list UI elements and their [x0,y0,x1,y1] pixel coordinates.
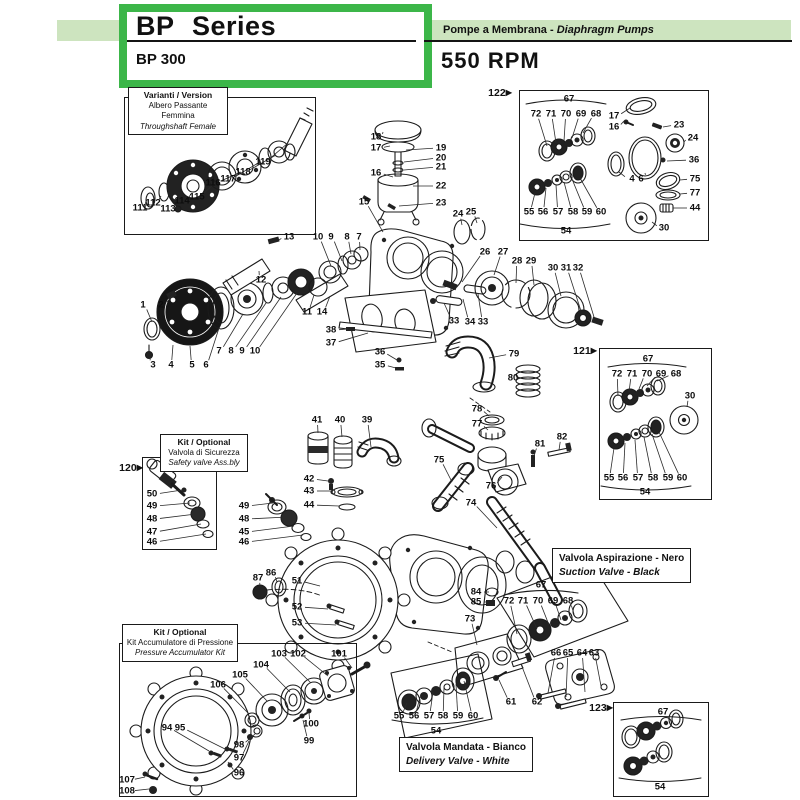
part-callout-12: 12 [255,274,267,286]
part-callout-20: 20 [435,152,447,164]
part-callout-69: 69 [655,368,667,380]
part-callout-44: 44 [303,499,315,511]
part-callout-37: 37 [325,337,337,349]
ref-number: 122 [488,87,506,99]
part-callout-54: 54 [639,486,651,498]
part-callout-99: 99 [303,735,315,747]
part-callout-24: 24 [687,132,699,144]
part-callout-1: 1 [140,299,146,311]
part-callout-108: 108 [119,785,135,797]
part-callout-53: 53 [291,617,303,629]
part-callout-57: 57 [632,472,644,484]
part-callout-8: 8 [228,345,234,357]
part-callout-67: 67 [657,706,669,718]
part-callout-9: 9 [328,231,334,243]
part-callout-11: 11 [301,306,313,318]
part-callout-94: 94 [161,722,173,734]
part-callout-29: 29 [525,255,537,267]
subtitle-italian: Pompe a Membrana [443,24,547,36]
delivery-line-it: Valvola Mandata - Bianco [406,742,527,753]
part-callout-59: 59 [581,206,593,218]
part-callout-86: 86 [265,567,277,579]
part-callout-115: 115 [189,191,205,203]
part-callout-54: 54 [430,725,442,737]
part-callout-64: 64 [576,647,588,659]
variant-line-it: Albero Passante Femmina [148,101,208,121]
part-callout-77: 77 [689,187,701,199]
accumulator-line-it: Kit Accumulatore di Pressione [126,638,234,648]
part-callout-78: 78 [471,403,483,415]
part-callout-97: 97 [233,752,245,764]
part-callout-30: 30 [547,262,559,274]
ref-number: 121 [573,345,591,357]
ref-label-120 [119,462,143,474]
ref-number: 123 [589,702,607,714]
part-callout-69: 69 [547,595,559,607]
part-callout-67: 67 [642,353,654,365]
part-callout-75: 75 [433,454,445,466]
safety-title: Kit / Optional [177,437,231,447]
part-callout-23: 23 [435,197,447,209]
part-callout-17: 17 [370,142,382,154]
ref-label-123 [589,702,613,714]
rpm-label: 550 RPM [441,48,540,73]
part-callout-46: 46 [146,536,158,548]
ref-arrow-icon: ▶ [590,346,597,355]
part-callout-46: 46 [238,536,250,548]
part-callout-113: 113 [160,203,176,215]
part-callout-2: 2 [158,299,164,311]
model-label: BP 300 [136,51,186,68]
safety-line-en: Safety valve Ass.bly [168,458,240,468]
part-callout-25: 25 [465,206,477,218]
part-callout-60: 60 [676,472,688,484]
part-callout-102: 102 [290,648,306,660]
part-callout-44: 44 [689,202,701,214]
part-callout-56: 56 [408,710,420,722]
safety-line-it: Valvola di Sicurezza [168,448,240,458]
part-callout-95: 95 [174,722,186,734]
part-callout-28: 28 [511,255,523,267]
part-callout-66: 66 [550,647,562,659]
part-callout-71: 71 [517,595,529,607]
part-callout-84: 84 [470,586,482,598]
part-callout-5: 5 [189,359,195,371]
part-callout-85: 85 [470,596,482,608]
part-callout-36: 36 [688,154,700,166]
part-callout-16: 16 [370,167,382,179]
part-callout-58: 58 [437,710,449,722]
part-callout-48: 48 [146,513,158,525]
part-callout-114: 114 [174,195,190,207]
part-callout-51: 51 [291,575,303,587]
part-callout-32: 32 [572,262,584,274]
part-callout-14: 14 [316,306,328,318]
part-callout-52: 52 [291,601,303,613]
part-callout-36: 36 [374,346,386,358]
part-callout-56: 56 [617,472,629,484]
part-callout-65: 65 [562,647,574,659]
part-callout-54: 54 [560,225,572,237]
part-callout-19: 19 [435,142,447,154]
part-callout-55: 55 [523,206,535,218]
part-callout-22: 22 [435,180,447,192]
part-callout-33: 33 [477,316,489,328]
part-callout-117: 117 [220,173,236,185]
part-callout-62: 62 [531,696,543,708]
part-callout-61: 61 [505,696,517,708]
part-callout-27: 27 [497,246,509,258]
part-callout-82: 82 [556,431,568,443]
part-callout-24: 24 [452,208,464,220]
part-callout-59: 59 [452,710,464,722]
part-callout-71: 71 [626,368,638,380]
part-callout-70: 70 [532,595,544,607]
part-callout-101: 101 [331,648,347,660]
part-callout-72: 72 [530,108,542,120]
part-callout-96: 96 [233,767,245,779]
part-callout-13: 13 [283,231,295,243]
part-callout-10: 10 [312,231,324,243]
part-callout-41: 41 [311,414,323,426]
part-callout-106: 106 [210,679,226,691]
part-callout-8: 8 [344,231,350,243]
part-callout-116: 116 [205,177,221,189]
part-callout-42: 42 [303,473,315,485]
part-callout-81: 81 [534,438,546,450]
part-callout-67: 67 [563,93,575,105]
ref-number: 120 [119,462,137,474]
part-callout-30: 30 [684,390,696,402]
part-callout-23: 23 [673,119,685,131]
part-callout-49: 49 [146,500,158,512]
delivery-line-en: Delivery Valve - White [406,755,510,767]
part-callout-55: 55 [603,472,615,484]
part-callout-21: 21 [435,161,447,173]
part-callout-10: 10 [249,345,261,357]
part-callout-45: 45 [238,526,250,538]
part-callout-105: 105 [232,669,248,681]
part-callout-4: 4 [168,359,174,371]
part-callout-68: 68 [590,108,602,120]
accumulator-title: Kit / Optional [153,627,207,637]
part-callout-6: 6 [638,173,644,185]
part-callout-35: 35 [374,359,386,371]
part-callout-43: 43 [303,485,315,497]
variant-title: Varianti / Version [143,90,213,100]
part-callout-80: 80 [507,372,519,384]
part-callout-31: 31 [560,262,572,274]
suction-line-it: Valvola Aspirazione - Nero [559,553,685,564]
part-callout-33: 33 [448,315,460,327]
part-callout-55: 55 [393,710,405,722]
part-callout-7: 7 [356,231,362,243]
part-callout-9: 9 [239,345,245,357]
part-callout-30: 30 [658,222,670,234]
part-callout-3: 3 [150,359,156,371]
part-callout-17: 17 [608,110,620,122]
part-callout-57: 57 [423,710,435,722]
part-callout-39: 39 [361,414,373,426]
part-callout-112: 112 [145,197,161,209]
part-callout-63: 63 [588,647,600,659]
part-callout-72: 72 [611,368,623,380]
part-callout-119: 119 [255,156,271,168]
part-callout-60: 60 [595,206,607,218]
ref-arrow-icon: ▶ [136,463,143,472]
part-callout-107: 107 [119,774,135,786]
part-callout-118: 118 [235,166,251,178]
part-callout-54: 54 [654,781,666,793]
part-callout-73: 73 [464,613,476,625]
part-callout-58: 58 [647,472,659,484]
part-callout-18: 18 [370,131,382,143]
subtitle-english: Diaphragm Pumps [556,24,654,36]
part-callout-111: 111 [132,202,148,214]
part-callout-4: 4 [629,173,635,185]
part-callout-50: 50 [146,488,158,500]
ref-arrow-icon: ▶ [606,703,613,712]
part-callout-60: 60 [467,710,479,722]
part-callout-100: 100 [303,718,319,730]
part-callout-6: 6 [203,359,209,371]
part-callout-75: 75 [689,173,701,185]
part-callout-104: 104 [253,659,269,671]
variant-line-en: Throughshaft Female [139,121,217,131]
page-title: BP Series [136,11,277,41]
part-callout-38: 38 [325,324,337,336]
part-callout-68: 68 [562,595,574,607]
part-callout-7: 7 [216,345,222,357]
part-callout-79: 79 [508,348,520,360]
part-callout-56: 56 [537,206,549,218]
part-callout-72: 72 [503,595,515,607]
part-callout-103: 103 [271,648,287,660]
part-callout-26: 26 [479,246,491,258]
subtitle-separator: - [546,24,557,36]
part-callout-40: 40 [334,414,346,426]
suction-line-en: Suction Valve - Black [559,566,660,578]
part-callout-34: 34 [464,316,476,328]
part-callout-76: 76 [485,480,497,492]
part-callout-70: 70 [560,108,572,120]
part-callout-15: 15 [358,196,370,208]
ref-label-122 [488,87,512,99]
part-callout-57: 57 [552,206,564,218]
accumulator-line-en: Pressure Accumulator Kit [135,648,225,658]
part-callout-49: 49 [238,500,250,512]
part-callout-48: 48 [238,513,250,525]
part-callout-67: 67 [535,579,547,591]
part-callout-58: 58 [567,206,579,218]
part-callout-98: 98 [233,739,245,751]
part-callout-77: 77 [471,418,483,430]
part-callout-59: 59 [662,472,674,484]
part-callout-87: 87 [252,572,264,584]
ref-arrow-icon: ▶ [505,88,512,97]
part-callout-70: 70 [641,368,653,380]
part-callout-47: 47 [146,526,158,538]
ref-label-121 [573,345,597,357]
part-callout-16: 16 [608,121,620,133]
part-callout-68: 68 [670,368,682,380]
part-callout-74: 74 [465,497,477,509]
part-callout-71: 71 [545,108,557,120]
part-callout-69: 69 [575,108,587,120]
